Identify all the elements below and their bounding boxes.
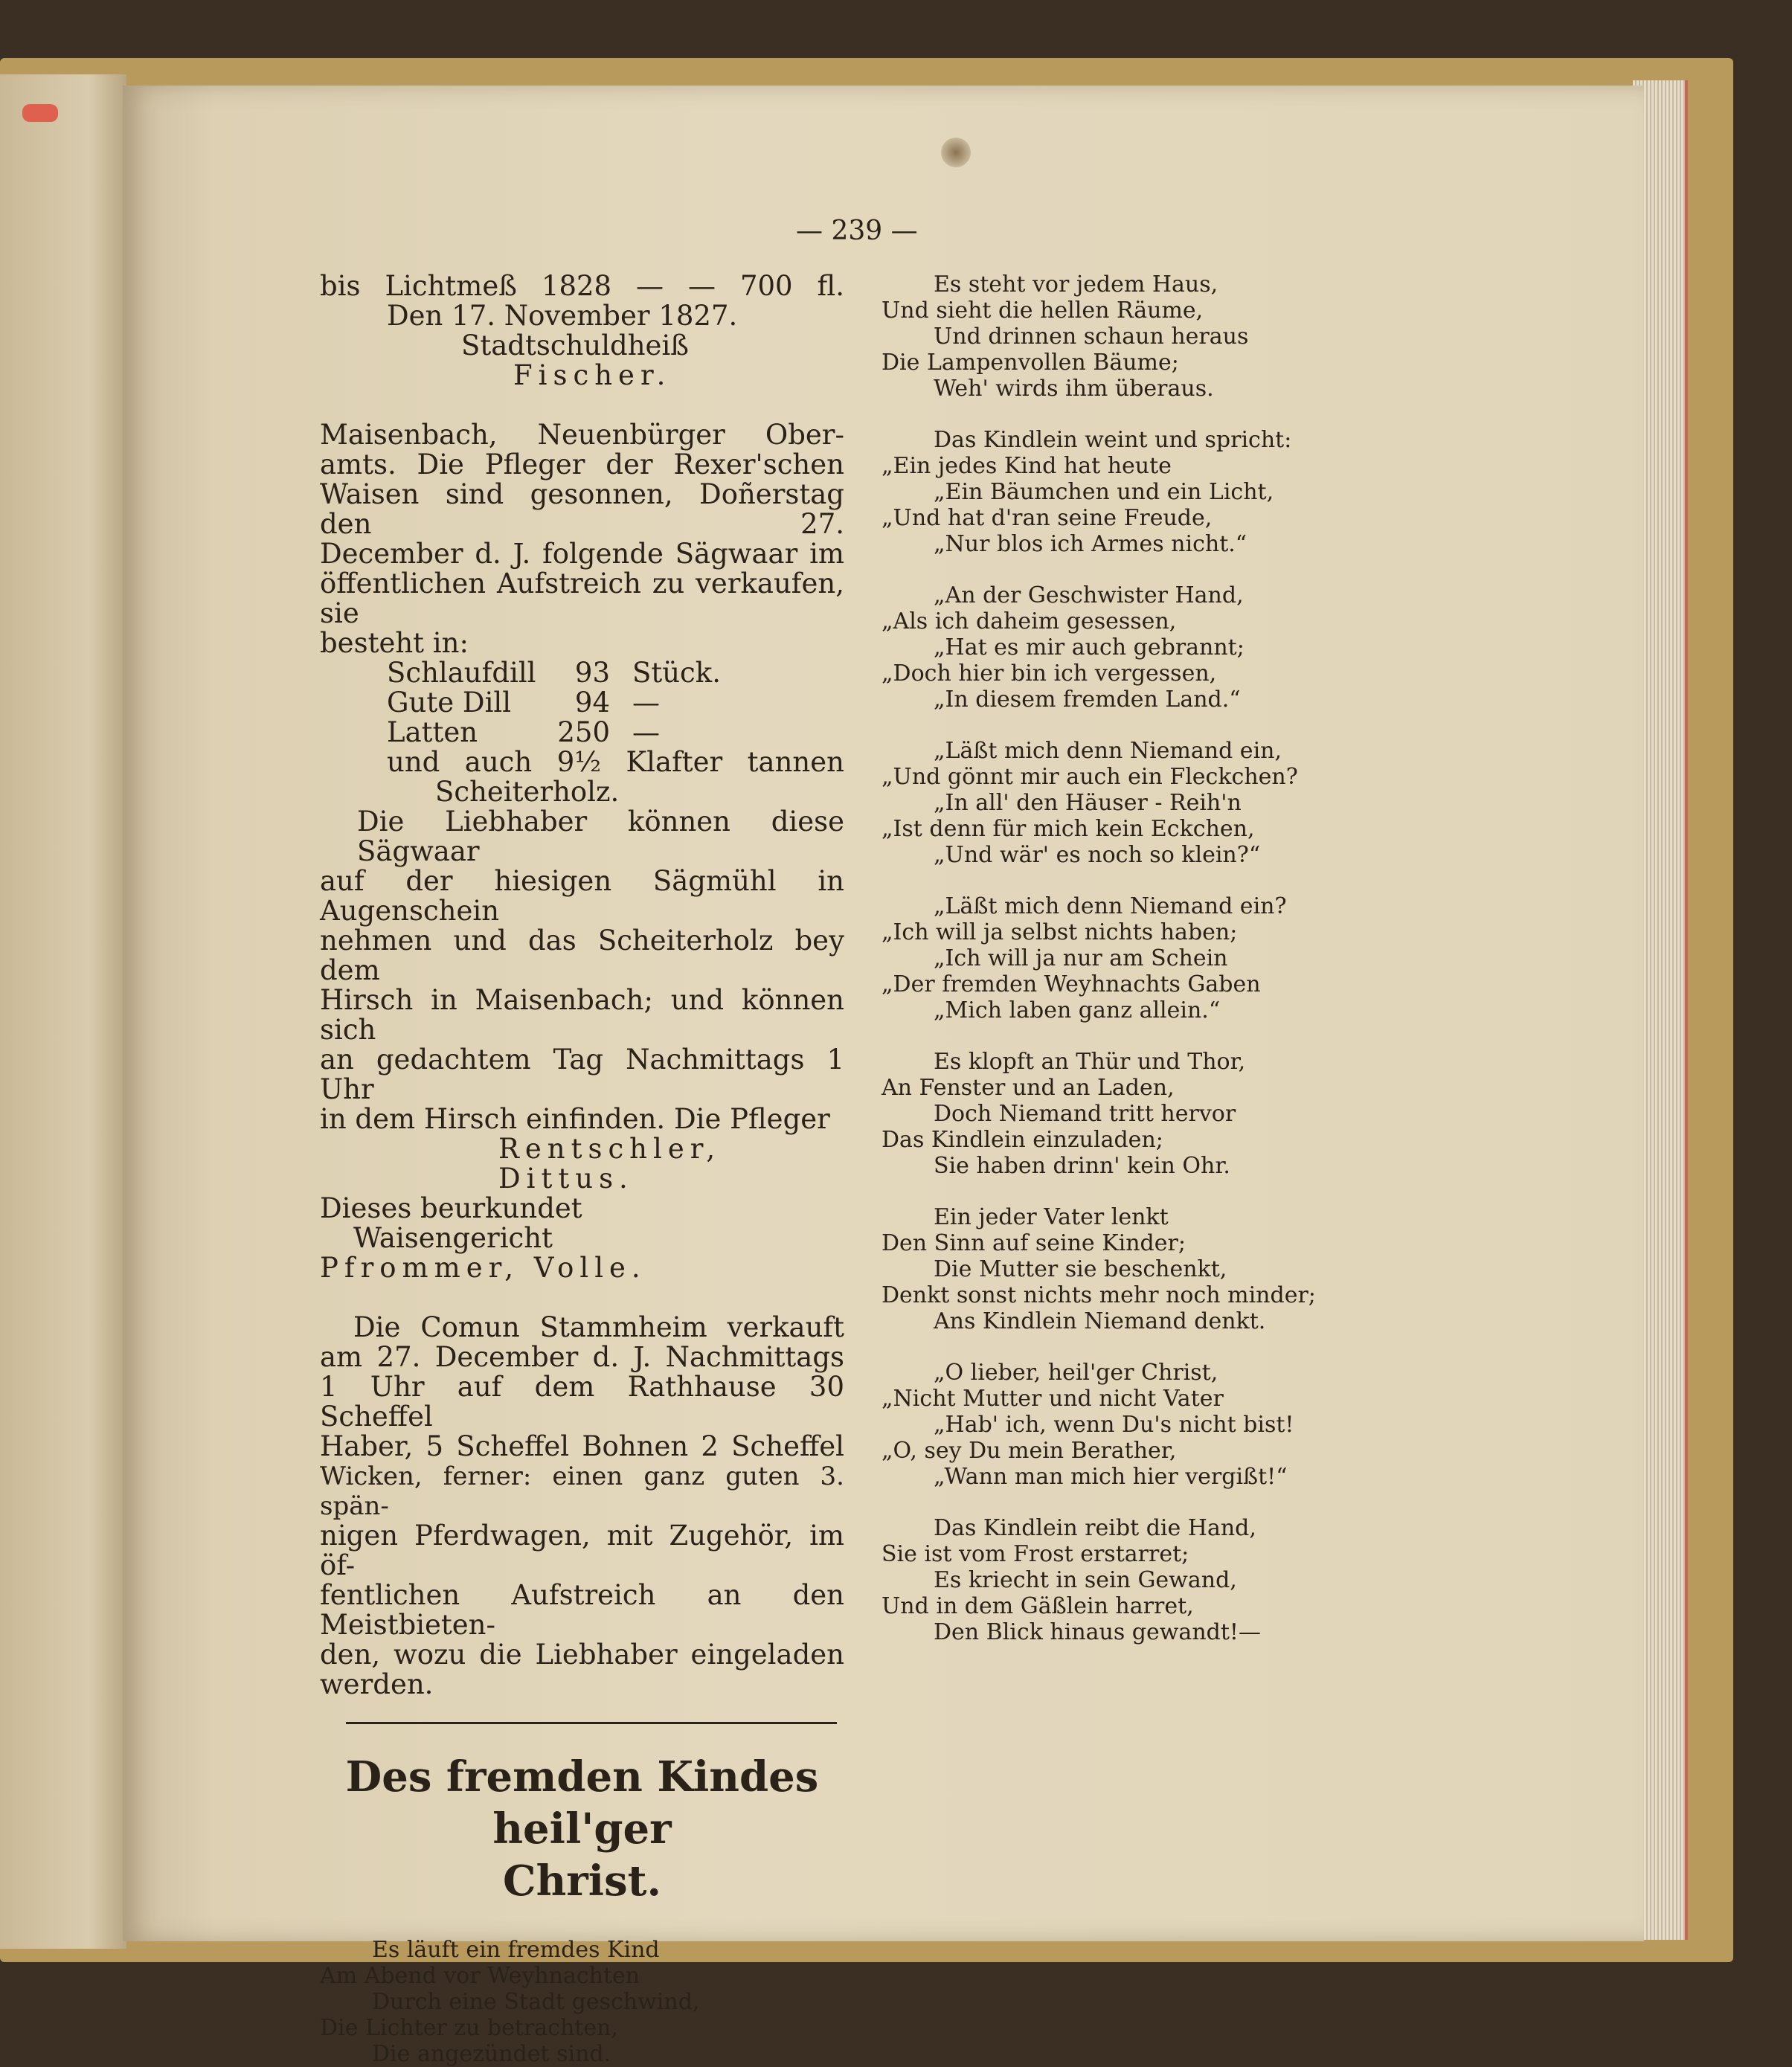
- text-line: Scheiterholz.: [435, 776, 620, 808]
- item-name: Latten: [387, 716, 478, 748]
- poem-line: Doch Niemand tritt hervor: [934, 1101, 1236, 1127]
- item-qty: 94: [574, 687, 610, 719]
- text-line: Dieses beurkundet: [320, 1192, 582, 1224]
- poem-line: Das Kindlein reibt die Hand,: [934, 1515, 1256, 1541]
- poem-stanza: [881, 1049, 1328, 1179]
- item-row: [320, 658, 844, 688]
- text-line: an gedachtem Tag Nachmittags 1 Uhr: [320, 1044, 844, 1105]
- item-name: Schlaufdill: [387, 657, 536, 689]
- item-row: [320, 718, 844, 748]
- poem-line: „Nicht Mutter und nicht Vater: [881, 1386, 1224, 1412]
- poem-stanza: [881, 582, 1328, 713]
- poem-line: „Läßt mich denn Niemand ein,: [934, 738, 1282, 764]
- item-unit: —: [632, 716, 660, 748]
- text-line: Waisengericht: [353, 1222, 553, 1254]
- poem-line: „In diesem fremden Land.“: [934, 687, 1241, 713]
- poem-line: „In all' den Häuser - Reih'n: [934, 790, 1242, 816]
- poem-line: Ans Kindlein Niemand denkt.: [934, 1308, 1266, 1334]
- poem-title: Christ.: [503, 1857, 661, 1906]
- poem-line: Die Mutter sie beschenkt,: [934, 1256, 1227, 1282]
- poem-line: Es läuft ein fremdes Kind: [372, 1937, 660, 1963]
- poem-line: Die Lampenvollen Bäume;: [881, 350, 1179, 376]
- poem-stanza: [881, 893, 1328, 1023]
- poem-line: „An der Geschwister Hand,: [934, 582, 1244, 608]
- poem-line: Den Blick hinaus gewandt!—: [934, 1619, 1261, 1645]
- poem-line: „Nur blos ich Armes nicht.“: [934, 531, 1247, 557]
- poem-line: Die angezündet sind.: [372, 2041, 611, 2067]
- text-line: December d. J. folgende Sägwaar im: [320, 538, 844, 570]
- text-line: den, wozu die Liebhaber eingeladen: [320, 1639, 844, 1671]
- poem-line: Und sieht die hellen Räume,: [881, 298, 1204, 324]
- poem-line: Am Abend vor Weyhnachten: [320, 1963, 640, 1989]
- poem-line: „Der fremden Weyhnachts Gaben: [881, 971, 1261, 997]
- poem-line: „Mich laben ganz allein.“: [934, 997, 1221, 1023]
- text-line: nigen Pferdwagen, mit Zugehör, im öf-: [320, 1520, 844, 1581]
- text-line: Stadtschuldheiß: [461, 330, 689, 361]
- poem-line: „Wann man mich hier vergißt!“: [934, 1464, 1288, 1490]
- red-stain: [22, 104, 58, 122]
- text-line: werden.: [320, 1668, 434, 1700]
- poem-line: „Ich will ja selbst nichts haben;: [881, 919, 1238, 945]
- poem-line: „Ich will ja nur am Schein: [934, 945, 1228, 971]
- item-name: Gute Dill: [387, 687, 512, 719]
- poem-line: „Ein jedes Kind hat heute: [881, 453, 1172, 479]
- text-line: öffentlichen Aufstreich zu verkaufen, sie: [320, 568, 844, 629]
- poem-line: „Und hat d'ran seine Freude,: [881, 505, 1213, 531]
- poem-stanza: [881, 1204, 1328, 1334]
- text-line: Hirsch in Maisenbach; und können sich: [320, 984, 844, 1046]
- poem-line: Und drinnen schaun heraus: [934, 324, 1249, 350]
- text-line: amts. Die Pfleger der Rexer'schen: [320, 449, 844, 480]
- poem-line: Sie haben drinn' kein Ohr.: [934, 1153, 1230, 1179]
- text-line: Maisenbach, Neuenbürger Ober-: [320, 419, 844, 451]
- poem-line: Es steht vor jedem Haus,: [934, 271, 1218, 298]
- text-line: Die Comun Stammheim verkauft: [353, 1311, 844, 1343]
- poem-line: Die Lichter zu betrachten,: [320, 2015, 618, 2041]
- poem-line: „Und gönnt mir auch ein Fleckchen?: [881, 764, 1298, 790]
- poem-line: „Hab' ich, wenn Du's nicht bist!: [934, 1412, 1294, 1438]
- poem-line: Denkt sonst nichts mehr noch minder;: [881, 1282, 1316, 1308]
- poem-line: Und in dem Gäßlein harret,: [881, 1593, 1194, 1619]
- page-stain: [941, 138, 971, 167]
- text-line: bis Lichtmeß 1828 — — 700 fl.: [320, 270, 844, 302]
- poem-line: „Ein Bäumchen und ein Licht,: [934, 479, 1274, 505]
- item-row: [320, 688, 844, 718]
- poem-stanza: [881, 271, 1328, 402]
- poem-line: Sie ist vom Frost erstarret;: [881, 1541, 1189, 1567]
- text-line: Haber, 5 Scheffel Bohnen 2 Scheffel: [320, 1430, 844, 1462]
- text-line: Den 17. November 1827.: [387, 300, 738, 332]
- text-line: auf der hiesigen Sägmühl in Augenschein: [320, 865, 844, 927]
- poem-line: „Und wär' es noch so klein?“: [934, 842, 1261, 868]
- poem-line: Das Kindlein einzuladen;: [881, 1127, 1163, 1153]
- left-column: [320, 271, 844, 2067]
- poem-line: Es kriecht in sein Gewand,: [934, 1567, 1237, 1593]
- item-qty: 250: [557, 716, 610, 748]
- text-line: fentlichen Aufstreich an den Meistbieten-: [320, 1579, 844, 1641]
- text-line: Die Liebhaber können diese Sägwaar: [357, 806, 844, 867]
- item-qty: 93: [574, 657, 610, 689]
- poem-line: An Fenster und an Laden,: [881, 1075, 1175, 1101]
- poem-line: Ein jeder Vater lenkt: [934, 1204, 1169, 1230]
- poem-line: „Als ich daheim gesessen,: [881, 608, 1177, 634]
- poem-stanza: [881, 1360, 1328, 1490]
- item-unit: —: [632, 687, 660, 719]
- text-line: nehmen und das Scheiterholz bey dem: [320, 925, 844, 986]
- poem-line: „O, sey Du mein Berather,: [881, 1438, 1177, 1464]
- poem-line: „O lieber, heil'ger Christ,: [934, 1360, 1218, 1386]
- text-line: in dem Hirsch einfinden. Die Pfleger: [320, 1103, 830, 1135]
- poem-line: Es klopft an Thür und Thor,: [934, 1049, 1246, 1075]
- poem-line: „Hat es mir auch gebrannt;: [934, 634, 1245, 660]
- text-line: 1 Uhr auf dem Rathhause 30 Scheffel: [320, 1371, 844, 1433]
- left-page-edge: [0, 74, 126, 1949]
- poem-stanza: [881, 427, 1328, 557]
- poem-line: „Läßt mich denn Niemand ein?: [934, 893, 1287, 919]
- text-line: und auch 9½ Klafter tannen: [387, 746, 844, 778]
- page-number: — 239 —: [796, 216, 918, 246]
- text-line: besteht in:: [320, 627, 469, 659]
- section-divider: [346, 1722, 837, 1724]
- poem-line: Weh' wirds ihm überaus.: [934, 376, 1214, 402]
- poem-line: Das Kindlein weint und spricht:: [934, 427, 1292, 453]
- text-line: Pfrommer, Volle.: [320, 1252, 646, 1284]
- poem-line: Den Sinn auf seine Kinder;: [881, 1230, 1186, 1256]
- poem-title: Des fremden Kindes heil'ger: [345, 1752, 819, 1854]
- poem-stanza: [881, 1515, 1328, 1645]
- poem-line: „Ist denn für mich kein Eckchen,: [881, 816, 1255, 842]
- poem-line: Durch eine Stadt geschwind,: [372, 1989, 700, 2015]
- text-line: Fischer.: [513, 359, 672, 391]
- poem-line: „Doch hier bin ich vergessen,: [881, 660, 1217, 687]
- right-column: [881, 271, 1328, 1671]
- text-line: Wicken, ferner: einen ganz guten 3. spän-: [320, 1462, 844, 1521]
- text-line: Rentschler, Dittus.: [498, 1133, 722, 1195]
- text-line: Waisen sind gesonnen, Doñerstag den 27.: [320, 478, 844, 540]
- poem-opening-stanza: [320, 1937, 844, 2067]
- poem-stanza: [881, 738, 1328, 868]
- item-unit: Stück.: [632, 657, 721, 689]
- text-line: am 27. December d. J. Nachmittags: [320, 1341, 844, 1373]
